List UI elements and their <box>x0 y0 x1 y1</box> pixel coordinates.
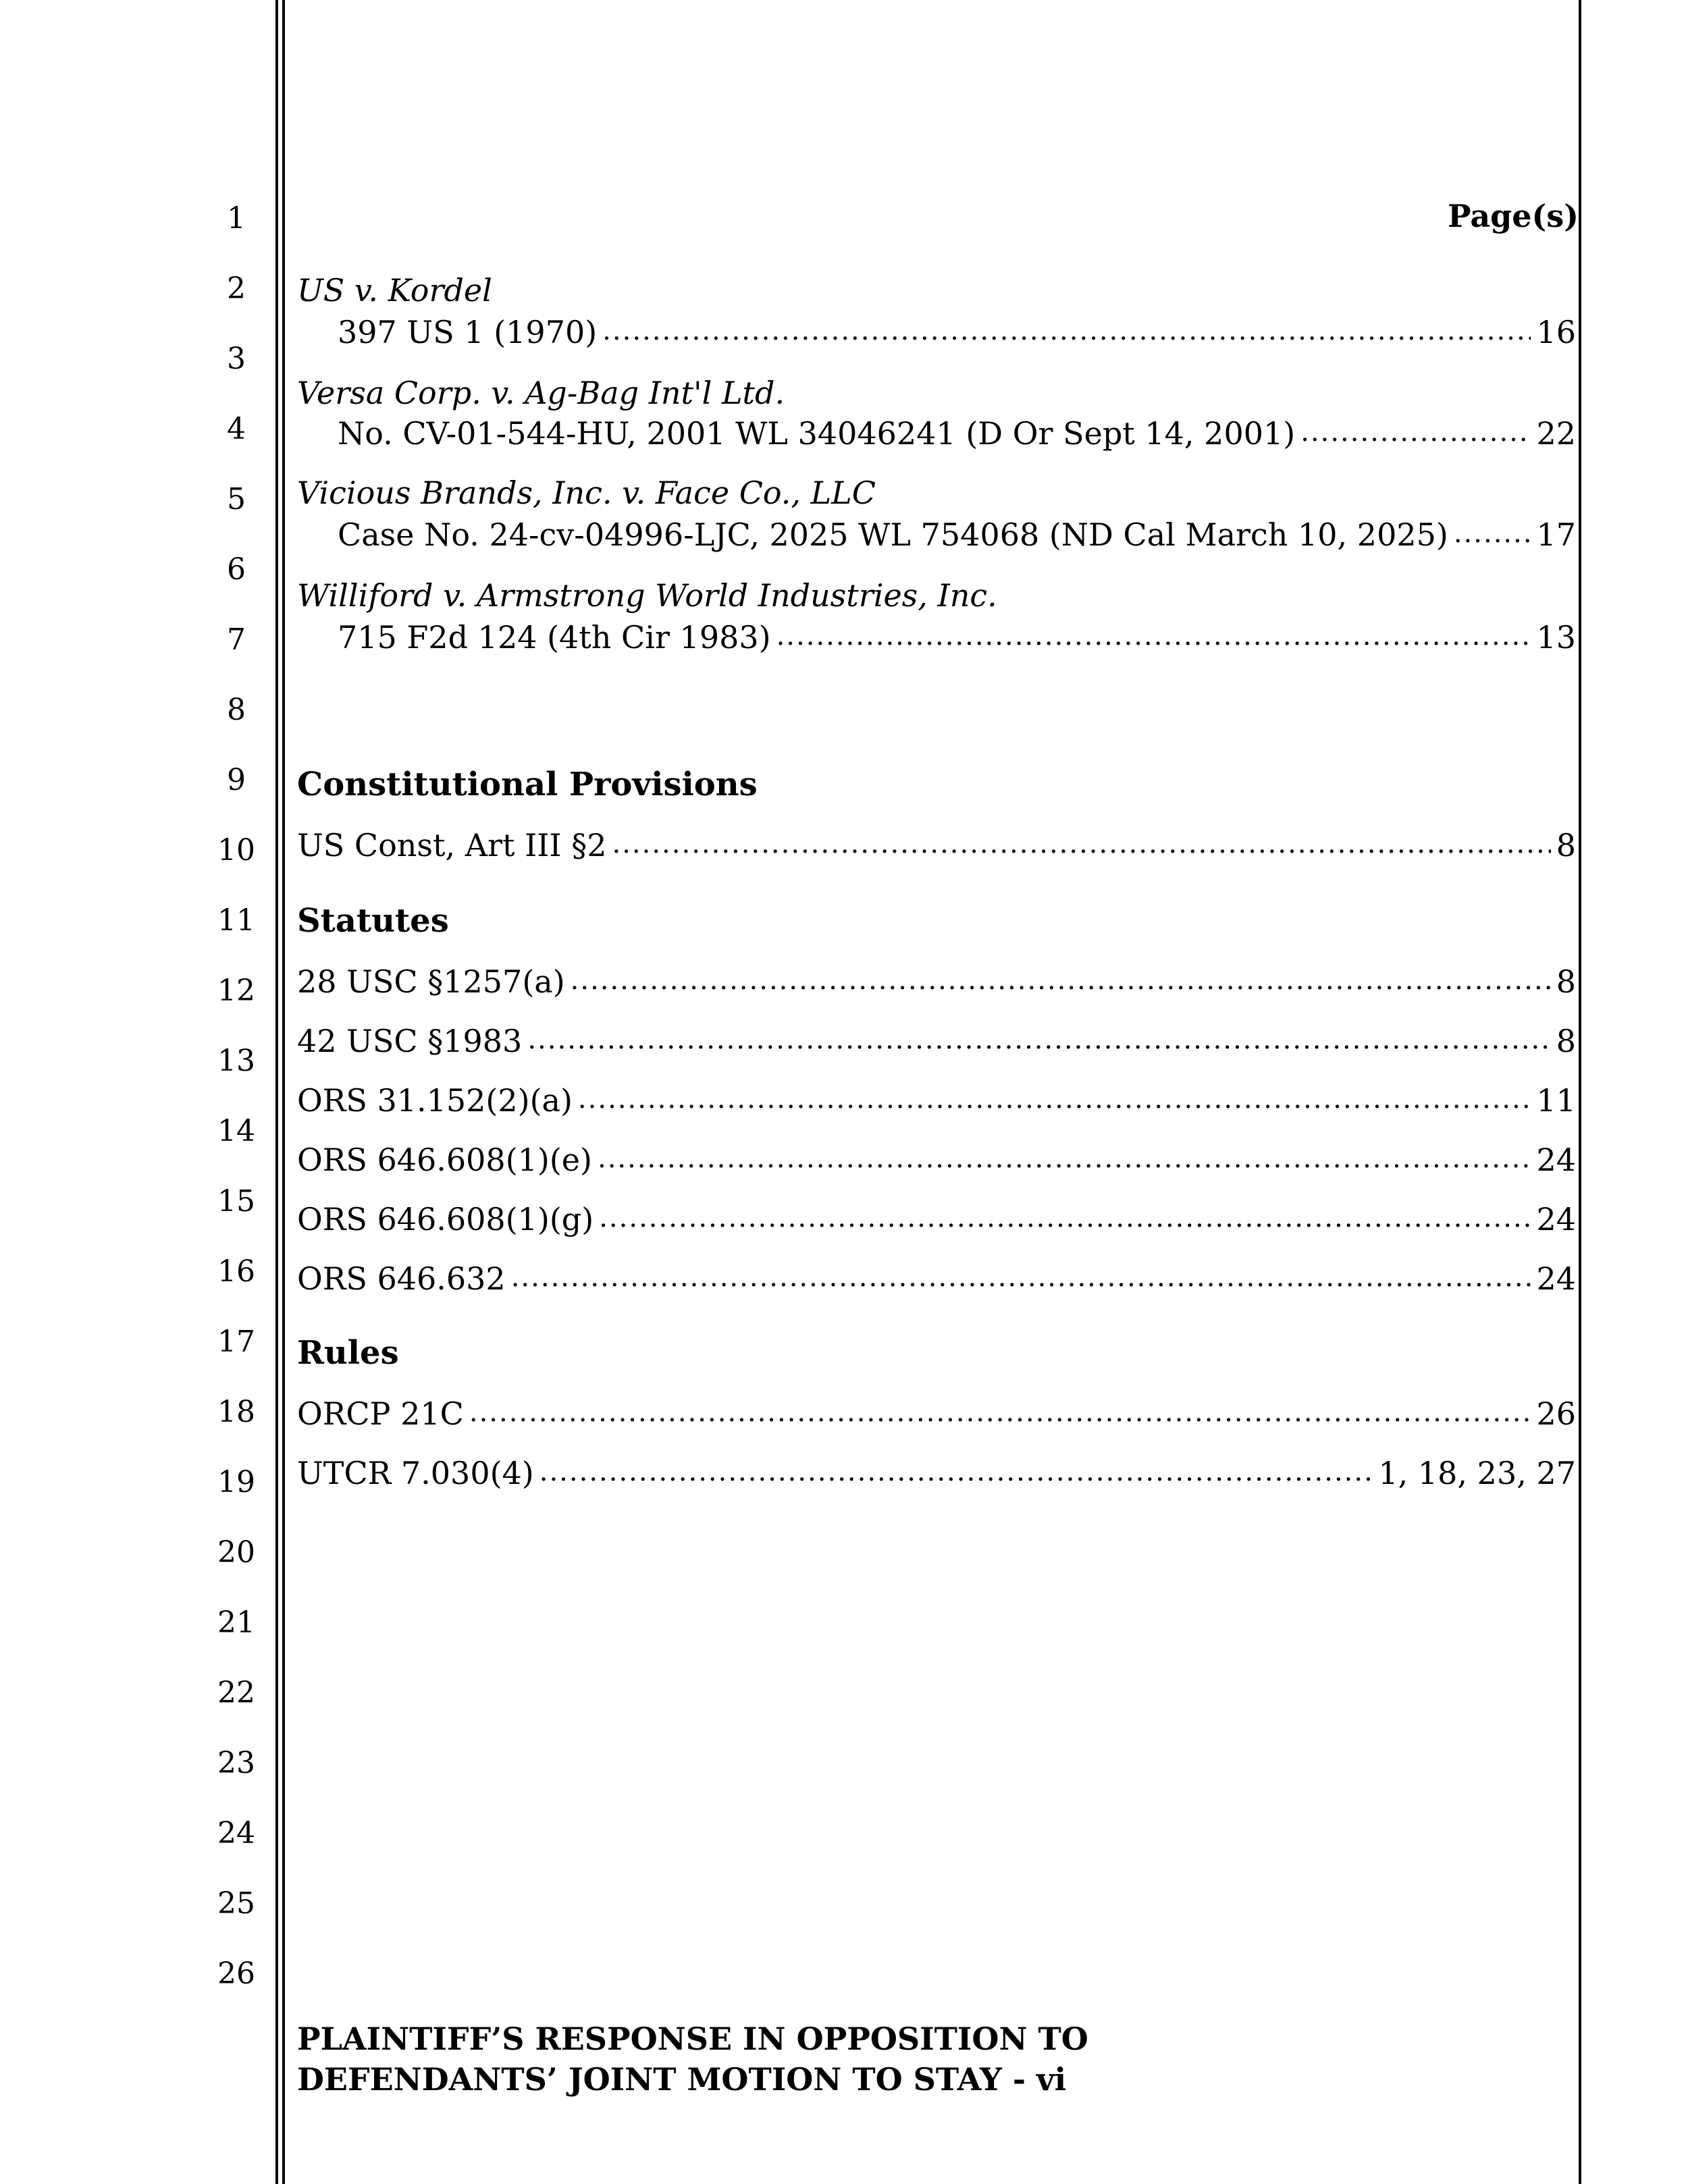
line-number: 25 <box>217 1886 255 1921</box>
line-number: 10 <box>217 833 255 868</box>
right-margin-rule <box>1579 0 1581 2184</box>
footer-line-2: DEFENDANTS’ JOINT MOTION TO STAY - vi <box>297 2061 1067 2098</box>
toc-entry <box>297 617 1576 658</box>
page-reference: 1, 18, 23, 27 <box>1378 1455 1576 1491</box>
line-number: 24 <box>217 1816 255 1850</box>
line-number: 20 <box>217 1535 255 1570</box>
toc-entry <box>297 1258 1576 1299</box>
authority-citation: ORS 31.152(2)(a) <box>297 1082 573 1119</box>
dot-leader <box>571 964 1551 995</box>
toc-entry <box>297 961 1576 1002</box>
page-reference: 8 <box>1556 827 1576 863</box>
toc-entry <box>297 1080 1576 1121</box>
case-citation: 715 F2d 124 (4th Cir 1983) <box>338 619 771 656</box>
line-number-column <box>0 0 270 2184</box>
page-reference: 11 <box>1536 1082 1576 1119</box>
case-title: US v. Kordel <box>297 272 492 309</box>
page-reference: 22 <box>1536 415 1576 452</box>
page-reference: 16 <box>1536 314 1576 350</box>
toc-entry <box>297 1199 1576 1240</box>
line-number: 14 <box>217 1114 255 1148</box>
authority-citation: ORS 646.608(1)(g) <box>297 1201 594 1237</box>
line-number: 23 <box>217 1746 255 1780</box>
line-number: 3 <box>227 342 246 376</box>
page-reference: 24 <box>1536 1260 1576 1297</box>
page-reference: 8 <box>1556 1023 1576 1059</box>
case-citation: Case No. 24-cv-04996-LJC, 2025 WL 754068 (ND Cal March 10, 2025) <box>338 516 1448 553</box>
line-number: 22 <box>217 1676 255 1710</box>
dot-leader <box>599 1202 1531 1233</box>
case-title: Vicious Brands, Inc. v. Face Co., LLC <box>297 475 876 511</box>
line-number: 2 <box>227 271 246 306</box>
section-heading-statutes: Statutes <box>297 902 449 940</box>
line-number: 9 <box>227 763 246 797</box>
footer-line-1: PLAINTIFF’S RESPONSE IN OPPOSITION TO <box>297 2021 1088 2057</box>
page-reference: 8 <box>1556 963 1576 1000</box>
authority-citation: ORS 646.608(1)(e) <box>297 1142 592 1178</box>
authority-citation: 28 USC §1257(a) <box>297 963 565 1000</box>
pages-column-header: Page(s) <box>1447 198 1579 234</box>
dot-leader <box>511 1261 1531 1292</box>
toc-entry <box>297 1140 1576 1180</box>
line-number: 16 <box>217 1254 255 1289</box>
authority-citation: 42 USC §1983 <box>297 1023 523 1059</box>
dot-leader <box>578 1083 1531 1114</box>
line-number: 26 <box>217 1956 255 1991</box>
toc-entry <box>297 312 1576 352</box>
authority-citation: ORS 646.632 <box>297 1260 506 1297</box>
line-number: 4 <box>227 412 246 446</box>
line-number: 12 <box>217 974 255 1008</box>
line-number: 8 <box>227 693 246 727</box>
toc-entry <box>297 1393 1576 1434</box>
line-number: 6 <box>227 552 246 587</box>
document-footer <box>297 2019 1088 2100</box>
page-reference: 24 <box>1536 1142 1576 1178</box>
page-reference: 13 <box>1536 619 1576 656</box>
dot-leader <box>1454 517 1531 548</box>
table-of-authorities <box>297 0 1579 2184</box>
toc-entry <box>297 825 1576 865</box>
line-number: 21 <box>217 1605 255 1640</box>
toc-entry <box>297 1021 1576 1061</box>
line-number: 19 <box>217 1465 255 1499</box>
line-number: 5 <box>227 482 246 516</box>
line-number: 17 <box>217 1325 255 1359</box>
dot-leader <box>539 1456 1373 1487</box>
case-citation: No. CV-01-544-HU, 2001 WL 34046241 (D Or Sept 14, 2001) <box>338 415 1296 452</box>
line-number: 18 <box>217 1395 255 1429</box>
section-heading-constitutional: Constitutional Provisions <box>297 766 758 803</box>
case-title: Versa Corp. v. Ag-Bag Int'l Ltd. <box>297 375 785 411</box>
page-reference: 24 <box>1536 1201 1576 1237</box>
line-number: 11 <box>217 903 255 938</box>
authority-citation: UTCR 7.030(4) <box>297 1455 534 1491</box>
section-heading-rules: Rules <box>297 1334 399 1372</box>
line-number: 1 <box>227 201 246 236</box>
left-margin-rule-outer <box>275 0 278 2184</box>
dot-leader <box>612 828 1550 859</box>
toc-entry <box>297 514 1576 555</box>
dot-leader <box>602 315 1531 346</box>
page-reference: 26 <box>1536 1395 1576 1432</box>
case-title: Williford v. Armstrong World Industries, Inc. <box>297 577 997 614</box>
line-number: 7 <box>227 622 246 657</box>
toc-entry <box>297 413 1576 454</box>
authority-citation: US Const, Art III §2 <box>297 827 607 863</box>
authority-citation: ORCP 21C <box>297 1395 464 1432</box>
toc-entry <box>297 1453 1576 1493</box>
case-citation: 397 US 1 (1970) <box>338 314 598 350</box>
left-margin-rule-inner <box>282 0 285 2184</box>
dot-leader <box>598 1142 1531 1173</box>
page-reference: 17 <box>1536 516 1576 553</box>
line-number: 13 <box>217 1044 255 1078</box>
dot-leader <box>469 1396 1531 1427</box>
dot-leader <box>776 620 1531 651</box>
dot-leader <box>527 1023 1550 1055</box>
dot-leader <box>1300 416 1531 447</box>
line-number: 15 <box>217 1184 255 1219</box>
